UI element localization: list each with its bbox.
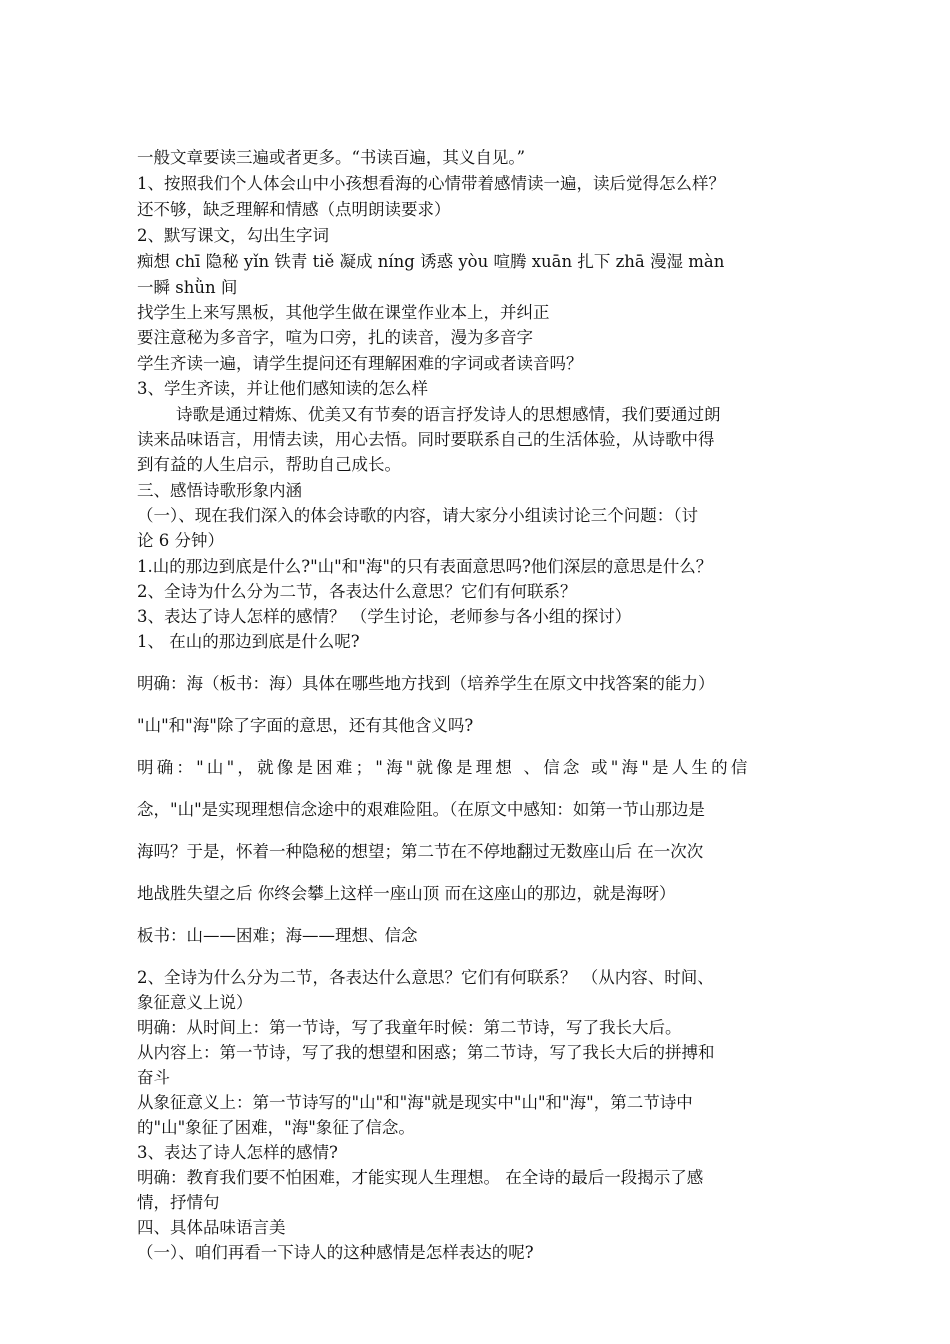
question-line: 2、全诗为什么分为二节，各表达什么意思？它们有何联系？ [137,582,577,601]
paragraph-line: 到有益的人生启示，帮助自己成长。 [137,455,401,474]
question-line: 2、全诗为什么分为二节，各表达什么意思？它们有何联系？ （从内容、时间、 [137,968,714,987]
answer-line: 从内容上：第一节诗，写了我的想望和困惑；第二节诗，写了我长大后的拼搏和 [137,1043,715,1062]
text-line: 3、学生齐读，并让他们感知读的怎么样 [137,379,428,398]
answer-line: 情，抒情句 [137,1193,220,1212]
text-line: 一般文章要读三遍或者更多。“书读百遍，其义自见。” [137,148,526,167]
section-heading: 四、具体品味语言美 [137,1218,286,1237]
question-line: 1.山的那边到底是什么?"山"和"海"的只有表面意思吗?他们深层的意思是什么？ [137,557,713,576]
text-line: 2、默写课文，勾出生字词 [137,226,329,245]
answer-line: 海吗？于是，怀着一种隐秘的想望；第二节在不停地翻过无数座山后 在一次次 [137,842,704,861]
text-line: 要注意秘为多音字，喧为口旁，扎的读音，漫为多音字 [137,328,533,347]
answer-line: 明确："山"，就像是困难；"海"就像是理想 、信念 或"海"是人生的信 [137,758,751,777]
answer-line: 明确：海（板书：海）具体在哪些地方找到（培养学生在原文中找答案的能力） [137,674,715,693]
answer-line: 地战胜失望之后 你终会攀上这样一座山顶 而在这座山的那边，就是海呀） [137,884,676,903]
text-line: 学生齐读一遍，请学生提问还有理解困难的字词或者读音吗？ [137,354,583,373]
text-line: （一）、现在我们深入的体会诗歌的内容，请大家分小组读讨论三个问题：（讨 [137,506,698,525]
answer-line: 从象征意义上：第一节诗写的"山"和"海"就是现实中"山"和"海"，第二节诗中 [137,1093,693,1112]
question-line: 3、表达了诗人怎样的感情？ （学生讨论，老师参与各小组的探讨） [137,607,632,626]
section-heading: 三、感悟诗歌形象内涵 [137,481,302,500]
vocab-line: 一瞬 shǜn 间 [137,278,238,297]
answer-line: 明确：从时间上：第一节诗，写了我童年时候：第二节诗，写了我长大后。 [137,1018,682,1037]
paragraph-line: 诗歌是通过精炼、优美又有节奏的语言抒发诗人的思想感情，我们要通过朗 [176,405,721,424]
question-line: 3、表达了诗人怎样的感情? [137,1143,338,1162]
answer-line: 奋斗 [137,1068,170,1087]
answer-line: 明确：教育我们要不怕困难，才能实现人生理想。 在全诗的最后一段揭示了感 [137,1168,704,1187]
text-line: 找学生上来写黑板，其他学生做在课堂作业本上，并纠正 [137,303,550,322]
text-line: 论 6 分钟） [137,531,224,550]
answer-line: 念，"山"是实现理想信念途中的艰难险阻。（在原文中感知：如第一节山那边是 [137,800,705,819]
vocab-line: 痴想 chī 隐秘 yǐn 铁青 tiě 凝成 níng 诱惑 yòu 喧腾 xuān 扎下 zhā 漫湿 màn [137,252,725,271]
question-line: 象征意义上说） [137,993,253,1012]
text-line: 还不够，缺乏理解和情感（点明朗读要求） [137,200,451,219]
answer-line: 的"山"象征了困难，"海"象征了信念。 [137,1118,415,1137]
question-line: 1、 在山的那边到底是什么呢? [137,632,360,651]
text-line: "山"和"海"除了字面的意思，还有其他含义吗? [137,716,474,735]
text-line: 1、按照我们个人体会山中小孩想看海的心情带着感情读一遍，读后觉得怎么样？ [137,174,725,193]
blackboard-note: 板书：山——困难；海——理想、信念 [137,926,418,945]
text-line: （一）、咱们再看一下诗人的这种感情是怎样表达的呢? [137,1243,534,1262]
paragraph-line: 读来品味语言，用情去读，用心去悟。同时要联系自己的生活体验，从诗歌中得 [137,430,715,449]
